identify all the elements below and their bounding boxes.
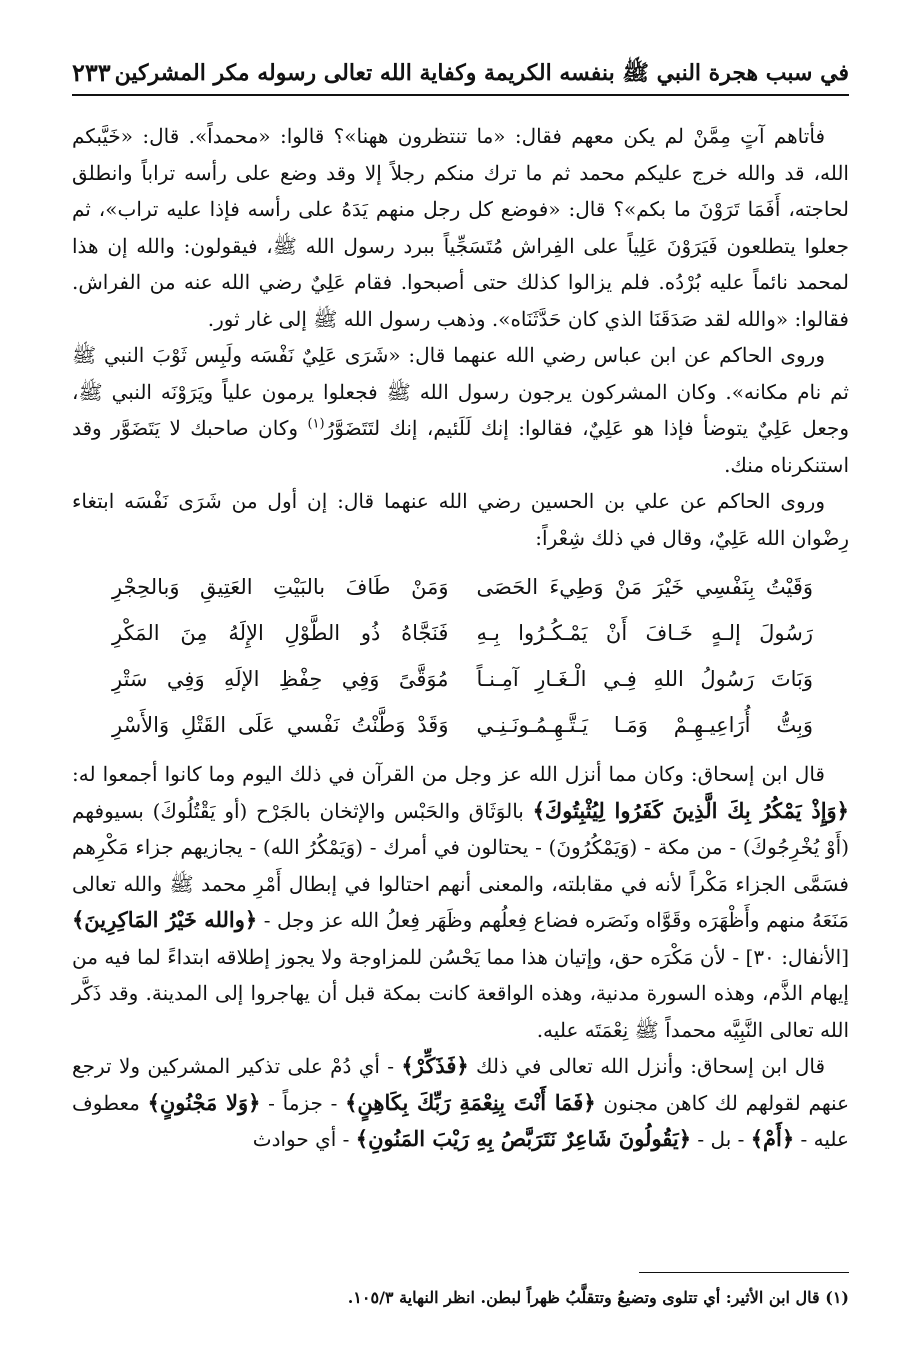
paragraph-5-text-a: قال ابن إسحاق: وأنزل الله تعالى في ذلك <box>468 1054 825 1078</box>
poem-verse-3 <box>112 656 813 702</box>
hemistich-first: وَقَيْتُ بِنَفْسِي خَيْرَ مَنْ وَطِيءَ الحَصَى <box>476 575 813 599</box>
footnote-ref[interactable]: (١) <box>307 416 325 432</box>
quran-verse: ﴿والله خَيْرُ المَاكِرِينَ﴾ <box>72 907 258 932</box>
hemistich-second: مُوَقَّىً وَفِي حِفْظِ الإلَهِ وَفِي سَتْرِ <box>112 667 449 691</box>
paragraph-4-text-c: [الأنفال: ٣٠] - لأن مَكْرَه حق، وإتيان هذا مما يَحْسُن للمزاوجة ولا يجوز إطلاقه ابتداءً لما فيه من إيهام الذَّم، وهذه السورة مدنية، وهذه الواقعة كانت بمكة قبل أن يهاجروا إلى المدينة. وقد ذَكَّر الله تعالى النَّبِيَّه محمداً ﷺ نِعْمَتَه عليه. <box>72 944 850 1042</box>
paragraph-2-text: وروى الحاكم عن ابن عباس رضي الله عنهما قال: «شَرَى عَلِيٌ نَفْسَه ولَبِس ثَوْبَ النبي ﷺ ثم نام مكانه». وكان المشركون يرجون رسول الله ﷺ فجعلوا يرمون علياً ويَرَوْنَه النبي ﷺ، وجعل عَلِيٌ يتوضأ فإذا هو عَلِيٌ، فقالوا: إنك لَلَئيم، إنك لتَتَضَوَّرُ <box>72 343 849 440</box>
hemistich-first: وَبِتُّ أُرَاعِيـهِـمْ وَمَـا يَـتَّـهِـمُـونَـنِـي <box>476 713 813 737</box>
hemistich-first: وَبَاتَ رَسُولُ اللهِ فِـي الْـغَـارِ آمِـنـاً <box>476 667 813 691</box>
footnote-divider <box>639 1272 849 1273</box>
paragraph-5-text-e: - بل - <box>691 1127 751 1151</box>
hemistich-second: وَقَدْ وَطَّنْتُ نَفْسي عَلَى القَتْلِ وَالأَسْرِ <box>112 713 449 737</box>
hemistich-first: رَسُولَ إلـهٍ خَـافَ أَنْ يَمْـكُـرُوا بِـهِ <box>476 621 813 645</box>
paragraph-5 <box>72 1048 849 1158</box>
paragraph-3: وروى الحاكم عن علي بن الحسين رضي الله عنهما قال: إن أول من شَرَى نَفْسَه ابتغاء رِضْوان الله عَلِيٌ، وقال في ذلك شِعْراً: <box>72 489 849 550</box>
quran-verse: ﴿أَمْ﴾ <box>750 1126 795 1151</box>
header-title: في سبب هجرة النبي ﷺ بنفسه الكريمة وكفاية الله تعالى رسوله مكر المشركين <box>114 60 849 86</box>
paragraph-4-text-a: قال ابن إسحاق: وكان مما أنزل الله عز وجل من القرآن في ذلك اليوم وما كانوا أجمعوا له: <box>72 762 825 786</box>
paragraph-1: فأتاهم آتٍ مِمَّنْ لم يكن معهم فقال: «ما تنتظرون ههنا»؟ قالوا: «محمداً». قال: «خَيَّبكم الله، قد والله خرج عليكم محمد ثم ما ترك منكم رجلاً إلا وقد وضع على رأسه تراباً وانطلق لحاجته، أَفَمَا تَرَوْنَ ما بكم»؟ قال: «فوضع كل رجل منهم يَدَهُ على رأسه فإذا عليه تراب»، ثم جعلوا يتطلعون فَيَرَوْنَ عَلِياً على الفِراش مُتَسَجِّياً ببرد رسول الله ﷺ، فيقولون: والله إن هذا لمحمد نائماً عليه بُرْدُه. فلم يزالوا كذلك حتى أصبحوا. فقام عَلِيٌ رضي الله عنه من الفراش. فقالوا: «والله لقد صَدَقَنَا الذي كان حَدَّثَنَاه». وذهب رسول الله ﷺ إلى غار ثور. <box>72 124 849 331</box>
quran-verse: ﴿فَمَا أَنْتَ بِنِعْمَةِ رَبِّكَ بِكَاهِنٍ﴾ <box>345 1089 596 1115</box>
poem-verse-2 <box>112 610 813 656</box>
paragraph-2 <box>72 337 849 483</box>
quran-verse: ﴿وَإِذْ يَمْكُرُ بِكَ الَّذِينَ كَفَرُوا لِيُثْبِتُوكَ﴾ <box>532 797 849 823</box>
paragraph-4-text-b: بالوَثَاق والحَبْس والإثخان بالجَرْح (أو يَقْتُلُوكَ) بسيوفهم (أَوْ يُخْرِجُوكَ) - من مكة - (وَيَمْكُرُونَ) - يحتالون في أمرك - (وَيَمْكُرُ الله) - يجازيهم جزاء مَكْرِهم فسَمَّى الجزاء مَكْراً لأنه في مقابلته، والمعنى أنهم احتالوا في إبطال أَمْرِ محمد ﷺ والله تعالى مَنَعَهُ منهم وأَظْهَرَه وقَوَّاه ونَصَره فضاع فِعلُهم وظَهَر فِعلُ الله عز وجل - <box>72 798 849 932</box>
page-number: ٢٣٣ <box>72 58 111 87</box>
footnote: (١) قال ابن الأثير: أي تتلوى وتضيعُ وتتقلَّبُ ظهراً لبطن. انظر النهاية ١٠٥/٣. <box>347 1288 849 1307</box>
quran-verse: ﴿فَذَكِّرْ﴾ <box>401 1053 469 1078</box>
paragraph-5-text-b: - أي دُمْ على تذكير المشركين ولا ترجع عنهم لقولهم لك كاهن مجنون <box>72 1054 850 1115</box>
main-text <box>72 118 849 1158</box>
quran-verse: ﴿وَلا مَجْنُونٍ﴾ <box>147 1089 261 1115</box>
paragraph-5-text-f: - أي حوادث <box>252 1127 356 1151</box>
hemistich-second: وَمَنْ طَافَ بالبَيْتِ العَتِيقِ وَبالحِجْرِ <box>112 575 449 599</box>
quran-verse: ﴿يَقُولُونَ شَاعِرٌ نَتَرَبَّصُ بِهِ رَيْبَ المَنُونِ﴾ <box>355 1126 692 1151</box>
paragraph-4 <box>72 756 849 1048</box>
running-header <box>72 58 849 96</box>
poem-verse-1 <box>112 564 813 610</box>
poem <box>112 564 813 748</box>
paragraph-5-text-c: - جزماً - <box>260 1090 346 1115</box>
paragraph-2-end: وكان صاحبك لا يَتَضَوَّر وقد استنكرناه منك. <box>72 416 849 477</box>
poem-verse-4 <box>112 702 813 748</box>
hemistich-second: فَنَجَّاهُ ذُو الطَّوْلِ الإِلَهُ مِنَ المَكْرِ <box>112 621 449 645</box>
paragraph-5-text-d: معطوف عليه - <box>72 1090 849 1151</box>
